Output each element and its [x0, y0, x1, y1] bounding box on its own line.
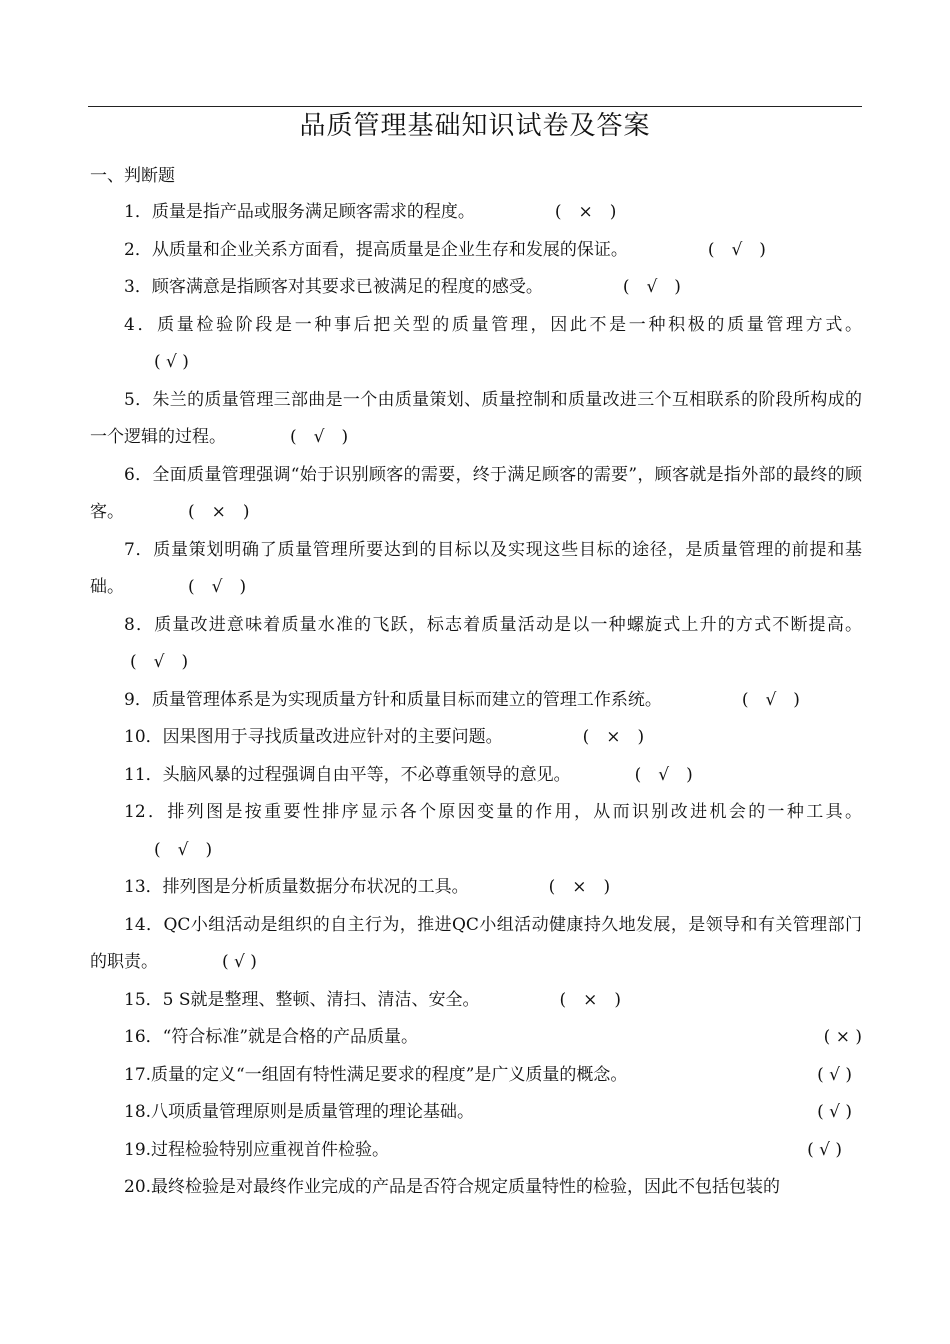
- question-number: 7．: [124, 539, 154, 560]
- question-answer: ( √ ): [188, 577, 247, 597]
- question-text: 八项质量管理原则是质量管理的理论基础。: [151, 1102, 475, 1122]
- question-number: 2．: [124, 239, 152, 260]
- question-number: 4．: [124, 314, 158, 335]
- question-item: [90, 1094, 862, 1132]
- question-answer: ( × ): [188, 502, 250, 522]
- question-number: 9．: [124, 689, 152, 710]
- question-item: [90, 532, 862, 607]
- question-answer: ( × ): [582, 727, 645, 747]
- question-answer: ( × ): [548, 877, 611, 897]
- question-answer: ( √ ): [622, 277, 681, 297]
- question-answer: ( √ ): [130, 652, 189, 672]
- question-text: 顾客满意是指顾客对其要求已被满足的程度的感受。: [151, 277, 543, 297]
- document-title: 品质管理基础知识试卷及答案: [299, 111, 651, 141]
- question-item: [90, 757, 862, 795]
- question-number: 12．: [124, 802, 168, 822]
- question-item: [90, 269, 862, 307]
- question-text: QC小组活动是组织的自主行为，推进QC小组活动健康持久地发展，是领导和有关管理部门的职责。: [90, 914, 863, 972]
- question-text: 过程检验特别应重视首件检验。: [151, 1139, 390, 1160]
- question-answer: ( √ ): [817, 1102, 852, 1122]
- question-text: 排列图是按重要性排序显示各个原因变量的作用，从而识别改进机会的一种工具。: [167, 802, 862, 822]
- question-answer: ( √ ): [154, 839, 213, 860]
- question-number: 17.: [124, 1064, 152, 1085]
- question-answer: ( √ ): [707, 239, 766, 260]
- question-list: [90, 194, 862, 1207]
- question-number: 11．: [124, 764, 163, 785]
- question-item: [90, 1132, 862, 1170]
- header-rule: [88, 106, 862, 107]
- question-number: 18.: [124, 1102, 152, 1122]
- question-answer: ( √ ): [222, 952, 257, 972]
- question-number: 16．: [124, 1027, 163, 1047]
- question-item: [90, 307, 862, 382]
- question-number: 15．: [124, 989, 163, 1010]
- question-text: 朱兰的质量管理三部曲是一个由质量策划、质量控制和质量改进三个互相联系的阶段所构成的一个逻辑的过程。: [90, 389, 862, 447]
- question-number: 1．: [124, 202, 152, 222]
- question-text: 5 S就是整理、整顿、清扫、清洁、安全。: [162, 989, 480, 1010]
- question-number: 19.: [124, 1139, 152, 1160]
- question-item: [90, 1019, 862, 1057]
- question-item: [90, 194, 862, 232]
- question-text: 质量的定义“一组固有特性满足要求的程度”是广义质量的概念。: [151, 1064, 628, 1085]
- question-answer: ( × ): [554, 202, 617, 222]
- question-item: [90, 794, 862, 869]
- question-item: [90, 719, 862, 757]
- question-answer: ( √ ): [154, 352, 189, 372]
- question-item: [90, 1169, 862, 1207]
- question-number: 3．: [124, 277, 152, 297]
- question-item: [90, 457, 862, 532]
- question-item: [90, 869, 862, 907]
- question-text: 从质量和企业关系方面看，提高质量是企业生存和发展的保证。: [151, 239, 628, 260]
- question-text: 质量管理体系是为实现质量方针和质量目标而建立的管理工作系统。: [151, 689, 662, 710]
- question-answer: ( × ): [559, 989, 622, 1010]
- question-number: 6．: [124, 464, 153, 485]
- question-item: [90, 982, 862, 1020]
- question-answer: ( √ ): [807, 1139, 842, 1160]
- question-number: 20.: [124, 1177, 152, 1197]
- question-text: 质量策划明确了质量管理所要达到的目标以及实现这些目标的途径，是质量管理的前提和基础。: [90, 539, 862, 597]
- question-number: 13．: [124, 877, 163, 897]
- question-number: 10．: [124, 727, 163, 747]
- question-text: 质量是指产品或服务满足顾客需求的程度。: [151, 202, 475, 222]
- question-item: [90, 232, 862, 270]
- question-text: 质量检验阶段是一种事后把关型的质量管理，因此不是一种积极的质量管理方式。: [157, 314, 862, 335]
- question-answer: ( × ): [823, 1027, 862, 1047]
- question-number: 5．: [124, 389, 153, 410]
- question-text: 头脑风暴的过程强调自由平等，不必尊重领导的意见。: [162, 764, 571, 785]
- question-answer: ( √ ): [634, 764, 693, 785]
- question-answer: ( √ ): [741, 689, 800, 710]
- question-text: 最终检验是对最终作业完成的产品是否符合规定质量特性的检验，因此不包括包装的: [151, 1177, 781, 1197]
- section-heading: 一、判断题: [90, 166, 175, 186]
- question-answer: ( √ ): [290, 427, 349, 447]
- question-item: [90, 382, 862, 457]
- question-answer: ( √ ): [817, 1064, 852, 1085]
- question-text: 全面质量管理强调“始于识别顾客的需要，终于满足顾客的需要”，顾客就是指外部的最终的顾客。: [90, 464, 862, 522]
- question-text: 排列图是分析质量数据分布状况的工具。: [162, 877, 469, 897]
- question-number: 8．: [124, 614, 155, 635]
- question-number: 14．: [124, 914, 164, 935]
- question-item: [90, 607, 862, 682]
- question-text: 质量改进意味着质量水准的飞跃，标志着质量活动是以一种螺旋式上升的方式不断提高。: [154, 614, 862, 635]
- question-item: [90, 907, 862, 982]
- question-item: [90, 682, 862, 720]
- question-text: “符合标准”就是合格的产品质量。: [162, 1027, 419, 1047]
- question-item: [90, 1057, 862, 1095]
- question-text: 因果图用于寻找质量改进应针对的主要问题。: [162, 727, 503, 747]
